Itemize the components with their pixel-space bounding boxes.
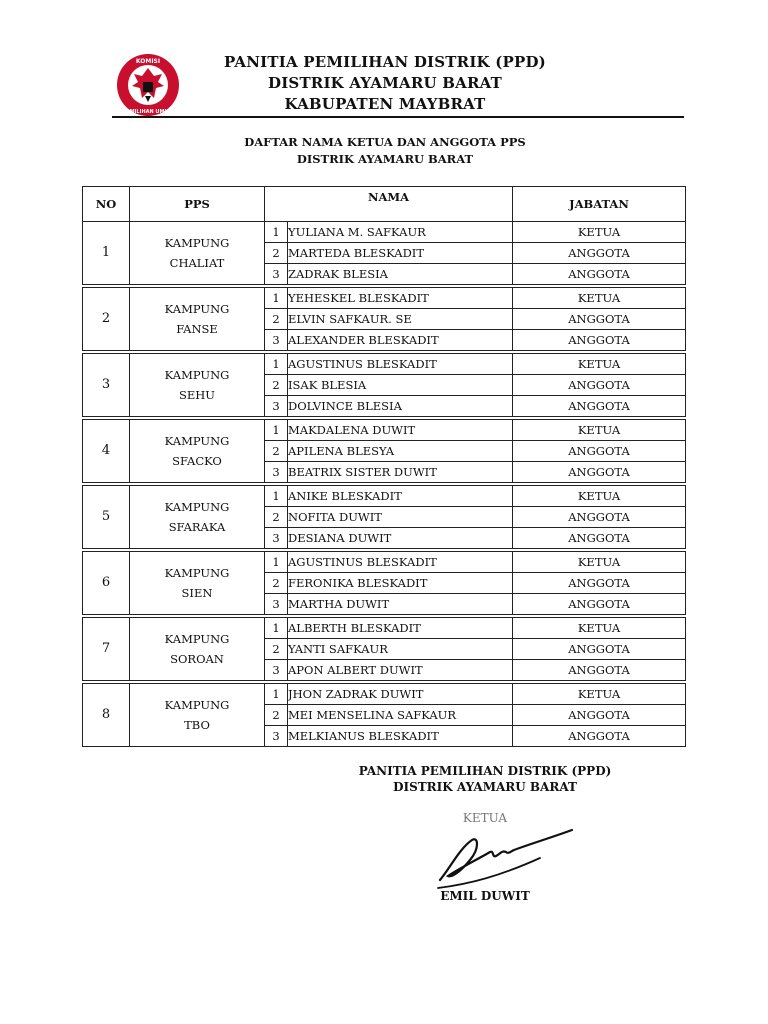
member-role: KETUA [513, 684, 686, 705]
group-number: 3 [83, 354, 130, 417]
member-name: AGUSTINUS BLESKADIT [288, 552, 513, 573]
member-name: ALBERTH BLESKADIT [288, 618, 513, 639]
member-index: 3 [265, 330, 288, 351]
member-table [82, 186, 686, 747]
header-divider [112, 116, 684, 118]
member-index: 2 [265, 243, 288, 264]
group-pps [130, 618, 265, 681]
member-name: BEATRIX SISTER DUWIT [288, 462, 513, 483]
logo-ring-text-top: KOMISI [135, 58, 161, 65]
member-index: 3 [265, 462, 288, 483]
member-role: ANGGOTA [513, 375, 686, 396]
member-index: 3 [265, 396, 288, 417]
table-row [83, 222, 686, 243]
group-number: 6 [83, 552, 130, 615]
member-role: ANGGOTA [513, 660, 686, 681]
group-number: 1 [83, 222, 130, 285]
member-name: ISAK BLESIA [288, 375, 513, 396]
member-role: KETUA [513, 618, 686, 639]
member-role: KETUA [513, 354, 686, 375]
handwritten-signature-icon [430, 818, 580, 898]
pps-village-name: SIEN [181, 586, 213, 600]
table-row [83, 288, 686, 309]
logo-ring-text-bottom: PEMILIHAN UMUM [122, 109, 174, 115]
member-name: ELVIN SAFKAUR. SE [288, 309, 513, 330]
group-pps [130, 222, 265, 285]
signature-org-line-1: PANITIA PEMILIHAN DISTRIK (PPD) [358, 764, 612, 778]
pps-label: KAMPUNG [164, 236, 230, 250]
signature-org-line-2: DISTRIK AYAMARU BARAT [393, 780, 577, 794]
group-pps [130, 552, 265, 615]
member-name: AGUSTINUS BLESKADIT [288, 354, 513, 375]
pps-village-name: TBO [184, 718, 210, 732]
member-name: MAKDALENA DUWIT [288, 420, 513, 441]
group-number: 8 [83, 684, 130, 747]
group-pps [130, 684, 265, 747]
header-line-1: PANITIA PEMILIHAN DISTRIK (PPD) [224, 53, 546, 71]
member-index: 2 [265, 573, 288, 594]
member-index: 2 [265, 441, 288, 462]
signature-role: KETUA [462, 811, 508, 825]
member-index: 1 [265, 222, 288, 243]
header-nama: NAMA [265, 187, 513, 222]
member-index: 3 [265, 528, 288, 549]
member-role: KETUA [513, 552, 686, 573]
member-index: 1 [265, 420, 288, 441]
member-name: DESIANA DUWIT [288, 528, 513, 549]
member-name: MEI MENSELINA SAFKAUR [288, 705, 513, 726]
group-pps [130, 354, 265, 417]
header-line-2: DISTRIK AYAMARU BARAT [267, 74, 502, 92]
member-role: ANGGOTA [513, 396, 686, 417]
group-number: 5 [83, 486, 130, 549]
member-name: APON ALBERT DUWIT [288, 660, 513, 681]
member-index: 2 [265, 375, 288, 396]
header-line-3: KABUPATEN MAYBRAT [284, 95, 486, 113]
member-role: ANGGOTA [513, 528, 686, 549]
member-name: YULIANA M. SAFKAUR [288, 222, 513, 243]
member-role: ANGGOTA [513, 639, 686, 660]
member-index: 1 [265, 288, 288, 309]
group-number: 2 [83, 288, 130, 351]
kpu-logo-icon [112, 52, 184, 118]
pps-label: KAMPUNG [164, 698, 230, 712]
member-name: NOFITA DUWIT [288, 507, 513, 528]
member-role: ANGGOTA [513, 726, 686, 747]
member-index: 3 [265, 660, 288, 681]
member-index: 1 [265, 552, 288, 573]
member-role: ANGGOTA [513, 243, 686, 264]
member-role: KETUA [513, 288, 686, 309]
member-role: ANGGOTA [513, 573, 686, 594]
member-role: ANGGOTA [513, 330, 686, 351]
member-name: MARTEDA BLESKADIT [288, 243, 513, 264]
group-pps [130, 420, 265, 483]
member-role: ANGGOTA [513, 264, 686, 285]
member-role: ANGGOTA [513, 441, 686, 462]
member-role: KETUA [513, 486, 686, 507]
member-name: DOLVINCE BLESIA [288, 396, 513, 417]
header-no: NO [83, 187, 130, 222]
pps-village-name: SEHU [179, 388, 215, 402]
member-name: APILENA BLESYA [288, 441, 513, 462]
pps-village-name: CHALIAT [169, 256, 225, 270]
table-row [83, 420, 686, 441]
member-index: 3 [265, 264, 288, 285]
member-name: FERONIKA BLESKADIT [288, 573, 513, 594]
member-index: 3 [265, 594, 288, 615]
member-index: 2 [265, 507, 288, 528]
table-header-row [83, 187, 686, 222]
signature-name: EMIL DUWIT [440, 889, 530, 903]
table-body [83, 222, 686, 747]
table-row [83, 552, 686, 573]
table-row [83, 684, 686, 705]
member-role: ANGGOTA [513, 705, 686, 726]
member-name: MARTHA DUWIT [288, 594, 513, 615]
member-role: ANGGOTA [513, 507, 686, 528]
member-role: KETUA [513, 420, 686, 441]
pps-label: KAMPUNG [164, 368, 230, 382]
pps-village-name: SOROAN [170, 652, 224, 666]
member-name: MELKIANUS BLESKADIT [288, 726, 513, 747]
table-row [83, 354, 686, 375]
header-jabatan: JABATAN [513, 187, 686, 222]
member-role: ANGGOTA [513, 462, 686, 483]
member-name: ANIKE BLESKADIT [288, 486, 513, 507]
member-index: 1 [265, 684, 288, 705]
pps-label: KAMPUNG [164, 500, 230, 514]
group-number: 4 [83, 420, 130, 483]
member-name: ALEXANDER BLESKADIT [288, 330, 513, 351]
group-pps [130, 288, 265, 351]
member-index: 3 [265, 726, 288, 747]
member-name: JHON ZADRAK DUWIT [288, 684, 513, 705]
member-index: 1 [265, 486, 288, 507]
member-index: 2 [265, 705, 288, 726]
pps-label: KAMPUNG [164, 632, 230, 646]
pps-label: KAMPUNG [164, 434, 230, 448]
member-name: YEHESKEL BLESKADIT [288, 288, 513, 309]
member-index: 2 [265, 309, 288, 330]
header-pps: PPS [130, 187, 265, 222]
group-pps [130, 486, 265, 549]
table-row [83, 618, 686, 639]
member-name: YANTI SAFKAUR [288, 639, 513, 660]
subtitle-line-2: DISTRIK AYAMARU BARAT [296, 152, 474, 166]
member-role: ANGGOTA [513, 594, 686, 615]
member-index: 1 [265, 618, 288, 639]
subtitle-line-1: DAFTAR NAMA KETUA DAN ANGGOTA PPS [244, 135, 526, 149]
member-index: 2 [265, 639, 288, 660]
member-role: ANGGOTA [513, 309, 686, 330]
member-index: 1 [265, 354, 288, 375]
pps-village-name: SFACKO [172, 454, 222, 468]
table-row [83, 486, 686, 507]
member-role: KETUA [513, 222, 686, 243]
pps-village-name: SFARAKA [168, 520, 226, 534]
pps-village-name: FANSE [176, 322, 218, 336]
member-name: ZADRAK BLESIA [288, 264, 513, 285]
group-number: 7 [83, 618, 130, 681]
pps-label: KAMPUNG [164, 302, 230, 316]
pps-label: KAMPUNG [164, 566, 230, 580]
